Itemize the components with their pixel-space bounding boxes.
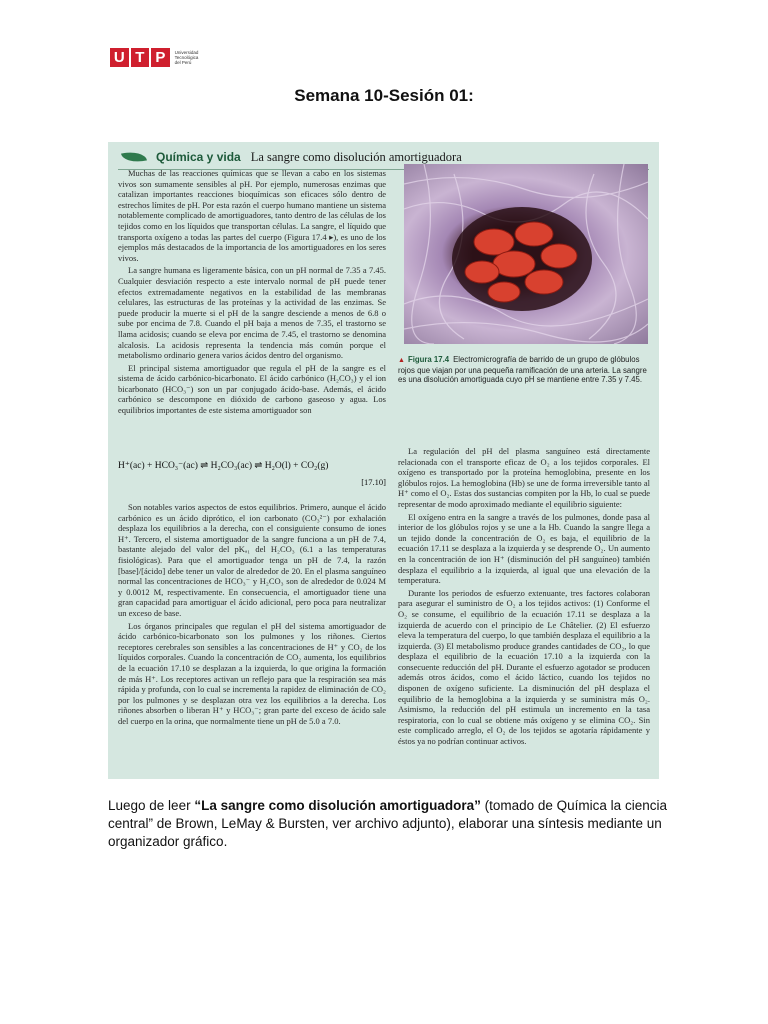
scan-title: La sangre como disolución amortiguadora	[250, 149, 462, 164]
textbook-scan	[108, 142, 659, 779]
page-title: Semana 10-Sesión 01:	[294, 86, 474, 105]
instructions-title: “La sangre como disolución amortiguadora”	[194, 798, 481, 813]
left-column-bottom	[118, 502, 386, 728]
leaf-icon	[118, 148, 150, 166]
figure-caption	[398, 355, 650, 385]
paragraph: La sangre humana es ligeramente básica, con un pH normal de 7.35 a 7.45. Cualquier desviación respecto a este intervalo normal de pH puede tener efectos extremadamente negativos en la estabilidad de las membranas celulares, las estructuras de las proteínas y la actividad de las enzimas. Se puede producir la muerte si el pH de la sangre desciende a menos de 6.8 o sube por encima de 7.8. Cuando el pH baja a menos de 7.35, el trastorno se llama acidosis; cuando se eleva por encima de 7.45, el trastorno se denomina alcalosis. La acidosis representa la tendencia más común porque el metabolismo ordinario genera varios ácidos dentro del organismo.	[118, 265, 386, 361]
figure-caption-text: Electromicrografía de barrido de un grupo de glóbulos rojos que viajan por una pequeña ramificación de una arteria. La sangre es una disolución amortiguada cuyo pH se mantiene entre 7.35 y 7.45.	[398, 355, 647, 385]
paragraph: Muchas de las reacciones químicas que se llevan a cabo en los sistemas vivos son sumamente sensibles al pH. Por ejemplo, numerosas enzimas que catalizan importantes reacciones bioquímicas son eficaces sólo dentro de estrechos límites de pH. Por esta razón el cuerpo humano mantiene un sistema notablemente complicado de amortiguadores, tanto dentro de las células de los tejidos como en los líquidos que transportan células. La sangre, el líquido que transporta oxígeno a todas las partes del cuerpo (Figura 17.4 ▸), es uno de los ejemplos más destacados de la importancia de los amortiguadores en los seres vivos.	[118, 168, 386, 263]
figure-label: Figura 17.4	[407, 355, 450, 364]
left-column-top	[118, 168, 386, 418]
logo-letter-t: T	[131, 48, 150, 67]
logo-letter-p: P	[151, 48, 170, 67]
paragraph: Durante los periodos de esfuerzo extenuante, tres factores colaboran para asegurar el suministro de O₂ a los tejidos activos: (1) Conforme el O₂ se consume, el equilibrio de la ecuación 17.11 se desplaza a la izquierda de acuerdo con el principio de Le Châtelier. (2) El esfuerzo eleva la temperatura del cuerpo, lo que también desplaza el equilibrio a la izquierda. (3) El metabolismo produce grandes cantidades de CO₂, lo que desplaza el equilibrio de la ecuación 17.10 a la izquierda con la consecuente reducción del pH. Durante el esfuerzo agotador se producen además otros ácidos, como el ácido láctico, cuando los tejidos no disponen de oxígeno suficiente. La disminución del pH desplaza el equilibrio de la hemoglobina a la izquierda y se suministra más O₂. Asimismo, la reducción del pH estimula un incremento en la tasa respiratoria, con lo cual se obtiene más oxígeno y se elimina CO₂. Sin este complicado arreglo, el O₂ de los tejidos se agotaría rápidamente y éstos ya no podrían continuar activos.	[398, 587, 650, 747]
instructions-prefix: Luego de leer	[108, 798, 195, 813]
red-blood-cells-photo	[404, 164, 648, 344]
equation-text: H⁺(ac) + HCO₃⁻(ac) ⇌ H₂CO₃(ac) ⇌ H₂O(l) + CO₂(g)	[118, 461, 329, 471]
utp-logo	[110, 46, 202, 68]
paragraph: Los órganos principales que regulan el pH del sistema amortiguador de ácido carbónico-bicarbonato son los pulmones y los riñones. Ciertos receptores cerebrales son sensibles a las concentraciones de H⁺ y CO₂ de los líquidos corporales. Cuando la concentración de CO₂ aumenta, los equilibrios de la ecuación 17.10 se desplazan a la izquierda, lo que origina la formación de más H⁺. Los receptores activan un reflejo para que la respiración sea más rápida y profunda, con lo cual se incrementa la rapidez de eliminación de CO₂ por los pulmones y se desplazan otra vez los equilibrios a la derecha. Los riñones absorben o liberan H⁺ y HCO₃⁻; gran parte del exceso de ácido sale del cuerpo en la orina, que normalmente tiene un pH de 5.0 a 7.0.	[118, 620, 386, 726]
paragraph: El oxígeno entra en la sangre a través de los pulmones, donde pasa al interior de los glóbulos rojos y se une a la Hb. Cuando la sangre llega a un tejido donde la concentración de O₂ es baja, el equilibrio de la ecuación 17.11 se desplaza a la izquierda y se desprende O₂. Un aumento en la concentración de ion H⁺ (disminución del pH sanguíneo) también desplaza el equilibrio a la izquierda, al igual que una elevación de la temperatura.	[398, 511, 650, 586]
equation-number: [17.10]	[361, 477, 386, 487]
instructions	[108, 797, 668, 851]
scan-section-label: Química y vida	[156, 150, 241, 164]
logo-tagline: Universidad Tecnológica del Perú	[174, 49, 199, 65]
paragraph: La regulación del pH del plasma sanguíneo está directamente relacionada con el transporte eficaz de O₂ a los tejidos corporales. El oxígeno es transportado por la proteína hemoglobina, presente en los glóbulos rojos. La hemoglobina (Hb) se une de forma irreversible tanto al H⁺ como el O₂. Estas dos sustancias compiten por la Hb, lo cual se puede representar de modo aproximado mediante el equilibrio siguiente:	[398, 446, 650, 509]
equation-17-10	[118, 460, 386, 487]
paragraph: El principal sistema amortiguador que regula el pH de la sangre es el sistema de ácido carbónico-bicarbonato. El ácido carbónico (H₂CO₃) y el ion bicarbonato (HCO₃⁻) son un par conjugado ácido-base. Además, el ácido carbónico se descompone en dióxido de carbono gaseoso y agua. Los equilibrios importantes de este sistema amortiguador son	[118, 362, 386, 416]
logo-letter-u: U	[110, 48, 129, 67]
right-column	[398, 446, 650, 749]
instructions-suffix: (tomado de Química la ciencia central” de Brown, LeMay & Bursten, ver archivo adjunto), elaborar una síntesis mediante un organizador gráfico.	[108, 798, 667, 849]
paragraph: Son notables varios aspectos de estos equilibrios. Primero, aunque el ácido carbónico es un ácido diprótico, el ion carbonato (CO₃²⁻) por exhalación desplaza los equilibrios a la derecha, con el consiguiente consumo de iones H⁺. Tercero, el sistema amortiguador de la sangre funciona a un pH de 7.4, bastante alejado del valor del pKₐ₁ del H₂CO₃ (6.1 a las temperaturas fisiológicas). Para que el amortiguador tenga un pH de 7.4, la razón [base]/[ácido] debe tener un valor de alrededor de 20. En el plasma sanguíneo normal las concentraciones de HCO₃⁻ y H₂CO₃ son de alrededor de 0.024 M y 0.0012 M, respectivamente. En consecuencia, el amortiguador tiene una gran capacidad para amortiguar el ácido adicional, pero poca para neutralizar un exceso de base.	[118, 502, 386, 618]
triangle-marker-icon: ▲	[398, 357, 405, 364]
